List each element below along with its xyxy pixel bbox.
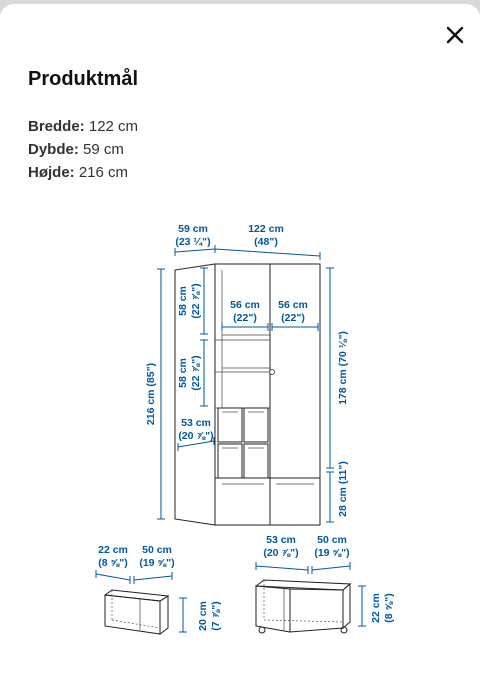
page-title: Produktmål [28,68,139,90]
close-icon [446,26,464,44]
dim-large-drawer-depth-cm: 50 cm [317,534,347,546]
dim-depth-cm: 59 cm [178,223,208,235]
spec-row-depth [28,138,138,161]
close-button[interactable] [440,20,470,50]
dimension-diagram [0,200,480,660]
spec-value: 59 cm [83,141,124,158]
spec-label: Højde: [28,164,75,181]
spec-list [28,115,138,184]
large-drawer-drawing [256,580,350,633]
spec-value: 216 cm [78,164,129,181]
dim-shelf-top-in: (22 ⅞") [190,283,202,319]
sheet-top-edge [0,0,480,14]
wardrobe-dimensions [145,223,349,522]
dim-inner-left-in: (22") [233,312,257,324]
dim-large-drawer-depth-in: (19 ⅝") [314,547,350,559]
dim-small-drawer-height-cm: 20 cm [197,601,209,631]
spec-row-width [28,115,138,138]
dim-width-cm: 122 cm [248,223,284,235]
small-drawer-dimensions [96,544,222,632]
dim-small-drawer-width-in: (8 ⅝") [98,557,128,569]
dim-large-drawer-height-in: (8 ⅝") [383,593,395,623]
dim-large-drawer-width-cm: 53 cm [266,534,296,546]
dim-depth-in: (23 ¼") [175,236,211,248]
dim-inner-right-cm: 56 cm [278,299,308,311]
spec-value: 122 cm [88,118,139,135]
dim-door-height: 178 cm (70 ⅛") [337,331,349,405]
dim-drawer-width-cm: 53 cm [181,417,211,429]
dim-bottom-height: 28 cm (11") [337,461,349,517]
large-drawer-dimensions [256,534,395,626]
dim-drawer-width-in: (20 ⅞") [178,430,214,442]
dim-large-drawer-width-in: (20 ⅞") [263,547,299,559]
spec-label: Bredde: [28,118,85,135]
dim-inner-left-cm: 56 cm [230,299,260,311]
dim-width-in: (48") [254,236,278,248]
small-drawer-drawing [105,590,168,634]
dim-shelf-mid-cm: 58 cm [177,358,189,388]
spec-row-height [28,161,138,184]
dim-small-drawer-depth-in: (19 ⅝") [139,557,175,569]
dim-inner-right-in: (22") [281,312,305,324]
dim-small-drawer-depth-cm: 50 cm [142,544,172,556]
dim-shelf-mid-in: (22 ⅞") [190,355,202,391]
dim-large-drawer-height-cm: 22 cm [370,593,382,623]
dim-shelf-top-cm: 58 cm [177,286,189,316]
spec-label: Dybde: [28,141,79,158]
dim-small-drawer-width-cm: 22 cm [98,544,128,556]
dim-small-drawer-height-in: (7 ⅞") [210,601,222,631]
dim-height-total: 216 cm (85") [145,362,157,426]
